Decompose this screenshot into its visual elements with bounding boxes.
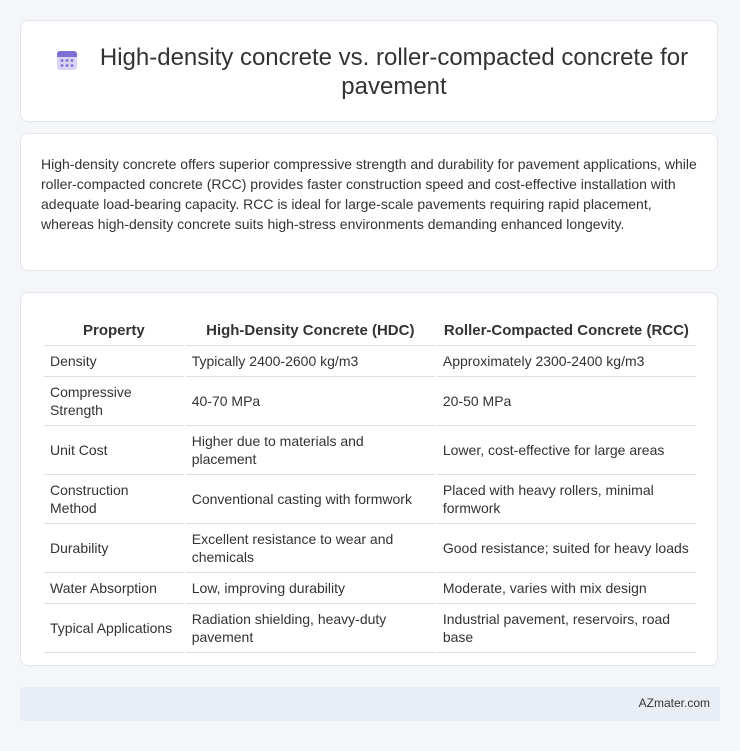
cell-hdc: Excellent resistance to wear and chemicals	[186, 524, 435, 573]
title-card	[20, 20, 718, 122]
table-row	[44, 573, 696, 604]
footer-bar	[20, 687, 720, 721]
cell-rcc: Lower, cost-effective for large areas	[437, 426, 696, 475]
table-row	[44, 426, 696, 475]
page-title: High-density concrete vs. roller-compacted concrete for pavement	[99, 44, 689, 100]
cell-property: Compressive Strength	[44, 377, 184, 426]
table-row	[44, 524, 696, 573]
cell-property: Density	[44, 346, 184, 377]
cell-rcc: 20-50 MPa	[437, 377, 696, 426]
table-row	[44, 604, 696, 653]
cell-property: Unit Cost	[44, 426, 184, 475]
cell-hdc: Conventional casting with formwork	[186, 475, 435, 524]
cell-property: Durability	[44, 524, 184, 573]
cell-property: Water Absorption	[44, 573, 184, 604]
table-header-row	[44, 309, 696, 346]
header-hdc: High-Density Concrete (HDC)	[186, 309, 435, 346]
cell-property: Construction Method	[44, 475, 184, 524]
header-property: Property	[44, 309, 184, 346]
cell-hdc: Low, improving durability	[186, 573, 435, 604]
table-row	[44, 377, 696, 426]
cell-rcc: Approximately 2300-2400 kg/m3	[437, 346, 696, 377]
cell-rcc: Placed with heavy rollers, minimal formwork	[437, 475, 696, 524]
cell-property: Typical Applications	[44, 604, 184, 653]
header-rcc: Roller-Compacted Concrete (RCC)	[437, 309, 696, 346]
cell-hdc: Higher due to materials and placement	[186, 426, 435, 475]
table-row	[44, 346, 696, 377]
cell-rcc: Moderate, varies with mix design	[437, 573, 696, 604]
summary-card	[20, 133, 718, 271]
cell-rcc: Good resistance; suited for heavy loads	[437, 524, 696, 573]
cell-rcc: Industrial pavement, reservoirs, road base	[437, 604, 696, 653]
comparison-table-card	[20, 292, 718, 666]
cell-hdc: Typically 2400-2600 kg/m3	[186, 346, 435, 377]
summary-text: High-density concrete offers superior compressive strength and durability for pavement applications, while roller-compacted concrete (RCC) provides faster construction speed and cost-effective installation with adequate load-bearing capacity. RCC is ideal for large-scale pavements requiring rapid placement, whereas high-density concrete suits high-stress environments demanding enhanced longevity.	[41, 156, 697, 232]
cell-hdc: 40-70 MPa	[186, 377, 435, 426]
calendar-grid-icon	[55, 48, 79, 72]
table-row	[44, 475, 696, 524]
comparison-table	[42, 309, 698, 653]
footer-brand-link[interactable]: AZmater.com	[638, 696, 710, 710]
cell-hdc: Radiation shielding, heavy-duty pavement	[186, 604, 435, 653]
